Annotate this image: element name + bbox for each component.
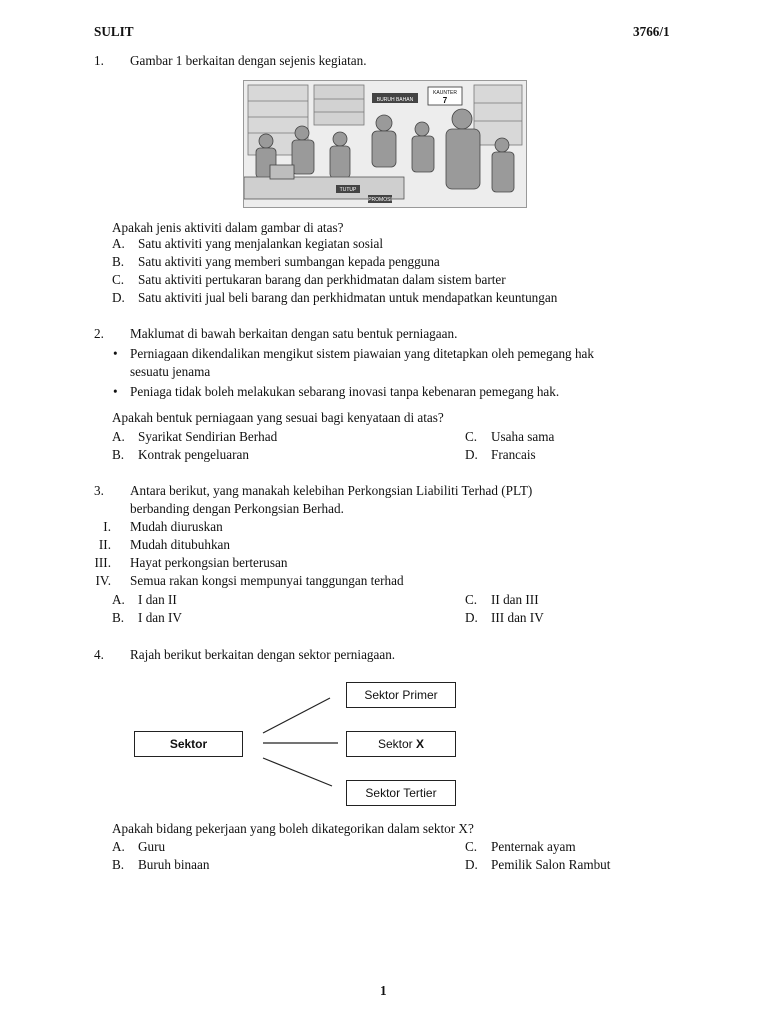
q4-option-text: Penternak ayam — [491, 839, 576, 854]
q2-question: Apakah bentuk perniagaan yang sesuai bagi kenyataan di atas? — [112, 410, 444, 425]
q2-option-text: Usaha sama — [491, 429, 555, 444]
diagram-x-letter: X — [416, 737, 425, 751]
sign-5-label: PROMOSI — [368, 197, 392, 203]
q2-stem: Maklumat di bawah berkaitan dengan satu bentuk perniagaan. — [130, 326, 458, 341]
q3-item-text: Mudah ditubuhkan — [130, 537, 230, 552]
q3-roman-numeral: I. — [103, 519, 111, 534]
diagram-x-prefix: Sektor — [377, 737, 416, 751]
q4-option-letter: C. — [465, 839, 478, 854]
q4-question: Apakah bidang pekerjaan yang boleh dikategorikan dalam sektor X? — [112, 821, 474, 836]
q2-bullet: • Peniaga tidak boleh melakukan sebarang inovasi tanpa kebenaran pemegang hak. — [130, 384, 559, 400]
q4-option-text: Pemilik Salon Rambut — [491, 857, 611, 872]
sign-1-label: BURUH BAHAN — [376, 97, 414, 103]
q1-option-text: Satu aktiviti pertukaran barang dan perkhidmatan dalam sistem barter — [138, 272, 506, 287]
q3-option-text: I dan II — [138, 592, 177, 607]
q3-item-text: Semua rakan kongsi mempunyai tanggungan terhad — [130, 573, 404, 588]
sign-4-label: TUTUP — [339, 187, 357, 193]
page-number: 1 — [380, 983, 387, 998]
q3-stem-line1: Antara berikut, yang manakah kelebihan Perkongsian Liabiliti Terhad (PLT) — [130, 483, 533, 498]
q3-option-letter: B. — [112, 610, 125, 625]
q2-option-text: Kontrak pengeluaran — [138, 447, 249, 462]
q1-option-text: Satu aktiviti yang menjalankan kegiatan sosial — [138, 236, 384, 251]
q3-item-text: Mudah diuruskan — [130, 519, 223, 534]
q2-bullet-continuation: sesuatu jenama — [130, 364, 211, 379]
diagram-root-label: Sektor — [169, 737, 208, 751]
q4-option-text: Buruh binaan — [138, 857, 210, 872]
q4-option-letter: D. — [465, 857, 478, 872]
diagram-x-box — [346, 731, 456, 757]
connector-line-tertier — [263, 758, 332, 786]
q2-number: 2. — [94, 326, 104, 341]
q3-option-letter: C. — [465, 592, 478, 607]
diagram-primary-box — [346, 682, 456, 708]
q4-option-letter: A. — [112, 839, 125, 854]
q1-option-letter: A. — [112, 236, 125, 251]
q2-option-letter: A. — [112, 429, 125, 444]
q2-option-text: Francais — [491, 447, 536, 462]
q2-option-text: Syarikat Sendirian Berhad — [138, 429, 278, 444]
sign-2-label: KAUNTER — [433, 90, 457, 96]
q3-option-text: II dan III — [491, 592, 539, 607]
q2-option-letter: D. — [465, 447, 478, 462]
q1-option-text: Satu aktiviti yang memberi sumbangan kepada pengguna — [138, 254, 440, 269]
header-sulit: SULIT — [94, 24, 134, 39]
diagram-root-box — [134, 731, 243, 757]
q3-roman-numeral: III. — [94, 555, 111, 570]
diagram-tertiary-box — [346, 780, 456, 806]
q3-item-text: Hayat perkongsian berterusan — [130, 555, 288, 570]
diagram-tertiary-label: Sektor Tertier — [365, 786, 437, 800]
sign-3-label: 7 — [442, 96, 448, 105]
q3-stem-line2: berbanding dengan Perkongsian Berhad. — [130, 501, 344, 516]
q1-option-text: Satu aktiviti jual beli barang dan perkhidmatan untuk mendapatkan keuntungan — [138, 290, 558, 305]
q1-stem: Gambar 1 berkaitan dengan sejenis kegiatan. — [130, 53, 367, 68]
q1-option-letter: D. — [112, 290, 125, 305]
q2-option-letter: B. — [112, 447, 125, 462]
q3-option-text: I dan IV — [138, 610, 182, 625]
q4-option-text: Guru — [138, 839, 166, 854]
q1-question: Apakah jenis aktiviti dalam gambar di atas? — [112, 220, 344, 235]
q1-option-letter: B. — [112, 254, 125, 269]
q2-bullet: • Perniagaan dikendalikan mengikut sistem piawaian yang ditetapkan oleh pemegang hak — [130, 346, 594, 362]
q4-number: 4. — [94, 647, 104, 662]
q3-option-letter: D. — [465, 610, 478, 625]
q4-option-letter: B. — [112, 857, 125, 872]
q3-option-letter: A. — [112, 592, 125, 607]
q3-number: 3. — [94, 483, 104, 498]
q3-option-text: III dan IV — [491, 610, 544, 625]
header-paper-code: 3766/1 — [633, 24, 670, 39]
q1-number: 1. — [94, 53, 104, 68]
q1-option-letter: C. — [112, 272, 125, 287]
q3-roman-numeral: II. — [98, 537, 111, 552]
q3-roman-numeral: IV. — [95, 573, 111, 588]
diagram-primary-label: Sektor Primer — [364, 688, 438, 702]
q4-stem: Rajah berikut berkaitan dengan sektor perniagaan. — [130, 647, 396, 662]
connector-line-primer — [263, 698, 330, 733]
q2-option-letter: C. — [465, 429, 478, 444]
